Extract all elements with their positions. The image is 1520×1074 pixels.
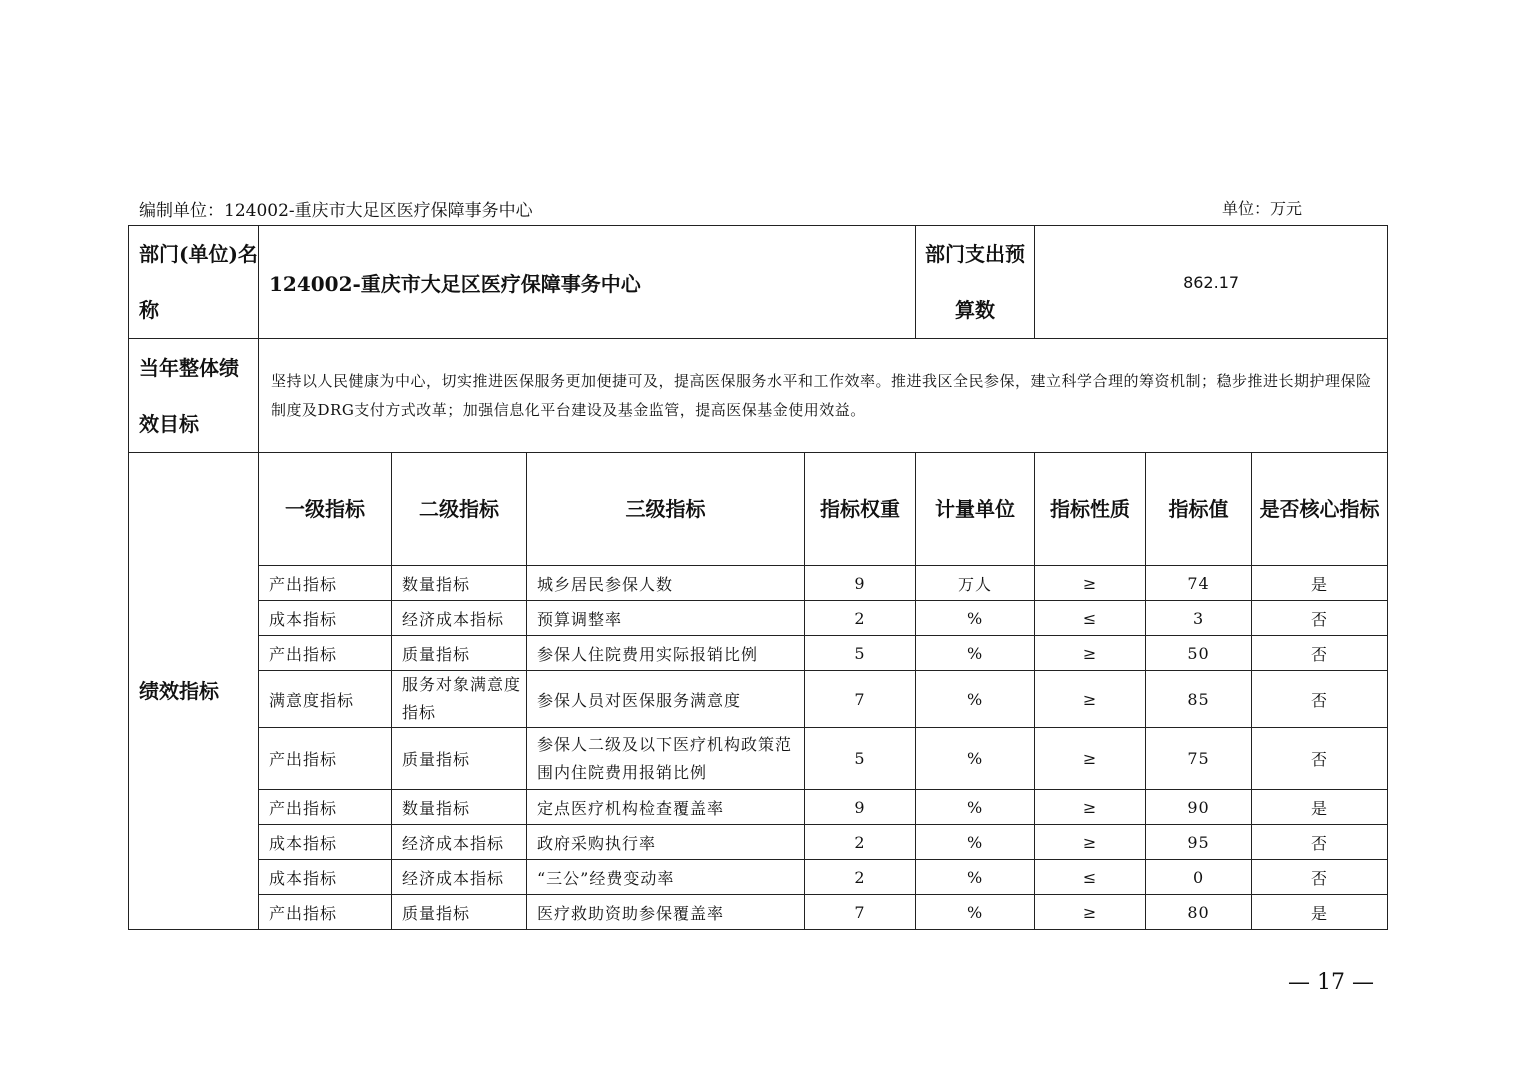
row-weight: 7 <box>805 895 916 930</box>
row-unit: % <box>916 790 1035 825</box>
row-unit: % <box>916 601 1035 636</box>
row-core: 否 <box>1252 671 1388 728</box>
row-unit: 万人 <box>916 566 1035 601</box>
indicators-section-label: 绩效指标 <box>129 453 259 930</box>
row-level1: 满意度指标 <box>259 671 392 728</box>
col-header-weight: 指标权重 <box>805 453 916 566</box>
row-level3: 医疗救助资助参保覆盖率 <box>527 895 805 930</box>
row-nature: ≥ <box>1035 825 1146 860</box>
row-weight: 2 <box>805 601 916 636</box>
row-level2: 质量指标 <box>392 895 527 930</box>
row-level2: 质量指标 <box>392 728 527 790</box>
col-header-value: 指标值 <box>1146 453 1252 566</box>
row-nature: ≥ <box>1035 671 1146 728</box>
row-value: 3 <box>1146 601 1252 636</box>
row-level1: 产出指标 <box>259 790 392 825</box>
row-core: 否 <box>1252 728 1388 790</box>
row-core: 否 <box>1252 601 1388 636</box>
compiling-unit-label: 编制单位：124002-重庆市大足区医疗保障事务中心 <box>139 201 533 221</box>
row-unit: % <box>916 860 1035 895</box>
row-value: 50 <box>1146 636 1252 671</box>
row-level1: 产出指标 <box>259 895 392 930</box>
row-level1: 成本指标 <box>259 860 392 895</box>
row-unit: % <box>916 728 1035 790</box>
table-row <box>129 601 1388 636</box>
row-value: 85 <box>1146 671 1252 728</box>
goal-text: 坚持以人民健康为中心，切实推进医保服务更加便捷可及，提高医保服务水平和工作效率。推进我区全民参保，建立科学合理的筹资机制；稳步推进长期护理保险制度及DRG支付方式改革；加强信息化平台建设及基金监管，提高医保基金使用效益。 <box>259 339 1388 453</box>
row-weight: 9 <box>805 566 916 601</box>
table-row <box>129 728 1388 790</box>
row-level1: 产出指标 <box>259 566 392 601</box>
row-nature: ≥ <box>1035 895 1146 930</box>
row-nature: ≤ <box>1035 601 1146 636</box>
row-level3: 参保人住院费用实际报销比例 <box>527 636 805 671</box>
row-level3: 参保人二级及以下医疗机构政策范围内住院费用报销比例 <box>527 728 805 790</box>
goal-label: 当年整体绩效目标 <box>129 339 259 453</box>
row-core: 否 <box>1252 636 1388 671</box>
table-row <box>129 895 1388 930</box>
currency-unit-label: 单位：万元 <box>1222 199 1303 218</box>
row-level2: 数量指标 <box>392 566 527 601</box>
row-level1: 产出指标 <box>259 728 392 790</box>
table-row <box>129 636 1388 671</box>
col-header-core: 是否核心指标 <box>1252 453 1388 566</box>
table-row <box>129 790 1388 825</box>
row-level2: 经济成本指标 <box>392 825 527 860</box>
row-level2: 数量指标 <box>392 790 527 825</box>
row-level2: 质量指标 <box>392 636 527 671</box>
row-core: 否 <box>1252 860 1388 895</box>
row-value: 90 <box>1146 790 1252 825</box>
row-unit: % <box>916 895 1035 930</box>
row-nature: ≥ <box>1035 790 1146 825</box>
row-unit: % <box>916 825 1035 860</box>
table-row <box>129 671 1388 728</box>
row-level2: 经济成本指标 <box>392 601 527 636</box>
row-weight: 7 <box>805 671 916 728</box>
row-level3: 参保人员对医保服务满意度 <box>527 671 805 728</box>
table-row <box>129 860 1388 895</box>
dept-name-label: 部门(单位)名称 <box>129 226 259 339</box>
table-row <box>129 825 1388 860</box>
row-level2: 经济成本指标 <box>392 860 527 895</box>
page-number: — 17 — <box>1288 970 1374 995</box>
row-level2: 服务对象满意度指标 <box>392 671 527 728</box>
row-weight: 5 <box>805 728 916 790</box>
row-value: 74 <box>1146 566 1252 601</box>
row-value: 80 <box>1146 895 1252 930</box>
row-weight: 5 <box>805 636 916 671</box>
row-nature: ≥ <box>1035 566 1146 601</box>
row-level3: “三公”经费变动率 <box>527 860 805 895</box>
budget-value: 862.17 <box>1035 226 1388 339</box>
row-core: 否 <box>1252 825 1388 860</box>
row-level3: 定点医疗机构检查覆盖率 <box>527 790 805 825</box>
col-header-nature: 指标性质 <box>1035 453 1146 566</box>
dept-name-value: 124002-重庆市大足区医疗保障事务中心 <box>259 226 916 339</box>
row-level1: 成本指标 <box>259 825 392 860</box>
row-nature: ≥ <box>1035 728 1146 790</box>
row-core: 是 <box>1252 790 1388 825</box>
row-weight: 2 <box>805 825 916 860</box>
row-unit: % <box>916 671 1035 728</box>
performance-table <box>128 225 1388 930</box>
row-value: 75 <box>1146 728 1252 790</box>
row-level3: 城乡居民参保人数 <box>527 566 805 601</box>
row-value: 0 <box>1146 860 1252 895</box>
row-level1: 成本指标 <box>259 601 392 636</box>
row-level3: 预算调整率 <box>527 601 805 636</box>
row-level3: 政府采购执行率 <box>527 825 805 860</box>
budget-label: 部门支出预算数 <box>916 226 1035 339</box>
row-core: 是 <box>1252 895 1388 930</box>
col-header-level2: 二级指标 <box>392 453 527 566</box>
row-nature: ≥ <box>1035 636 1146 671</box>
row-weight: 2 <box>805 860 916 895</box>
row-unit: % <box>916 636 1035 671</box>
col-header-level1: 一级指标 <box>259 453 392 566</box>
table-row <box>129 566 1388 601</box>
col-header-unit: 计量单位 <box>916 453 1035 566</box>
row-value: 95 <box>1146 825 1252 860</box>
row-level1: 产出指标 <box>259 636 392 671</box>
row-core: 是 <box>1252 566 1388 601</box>
row-weight: 9 <box>805 790 916 825</box>
col-header-level3: 三级指标 <box>527 453 805 566</box>
row-nature: ≤ <box>1035 860 1146 895</box>
